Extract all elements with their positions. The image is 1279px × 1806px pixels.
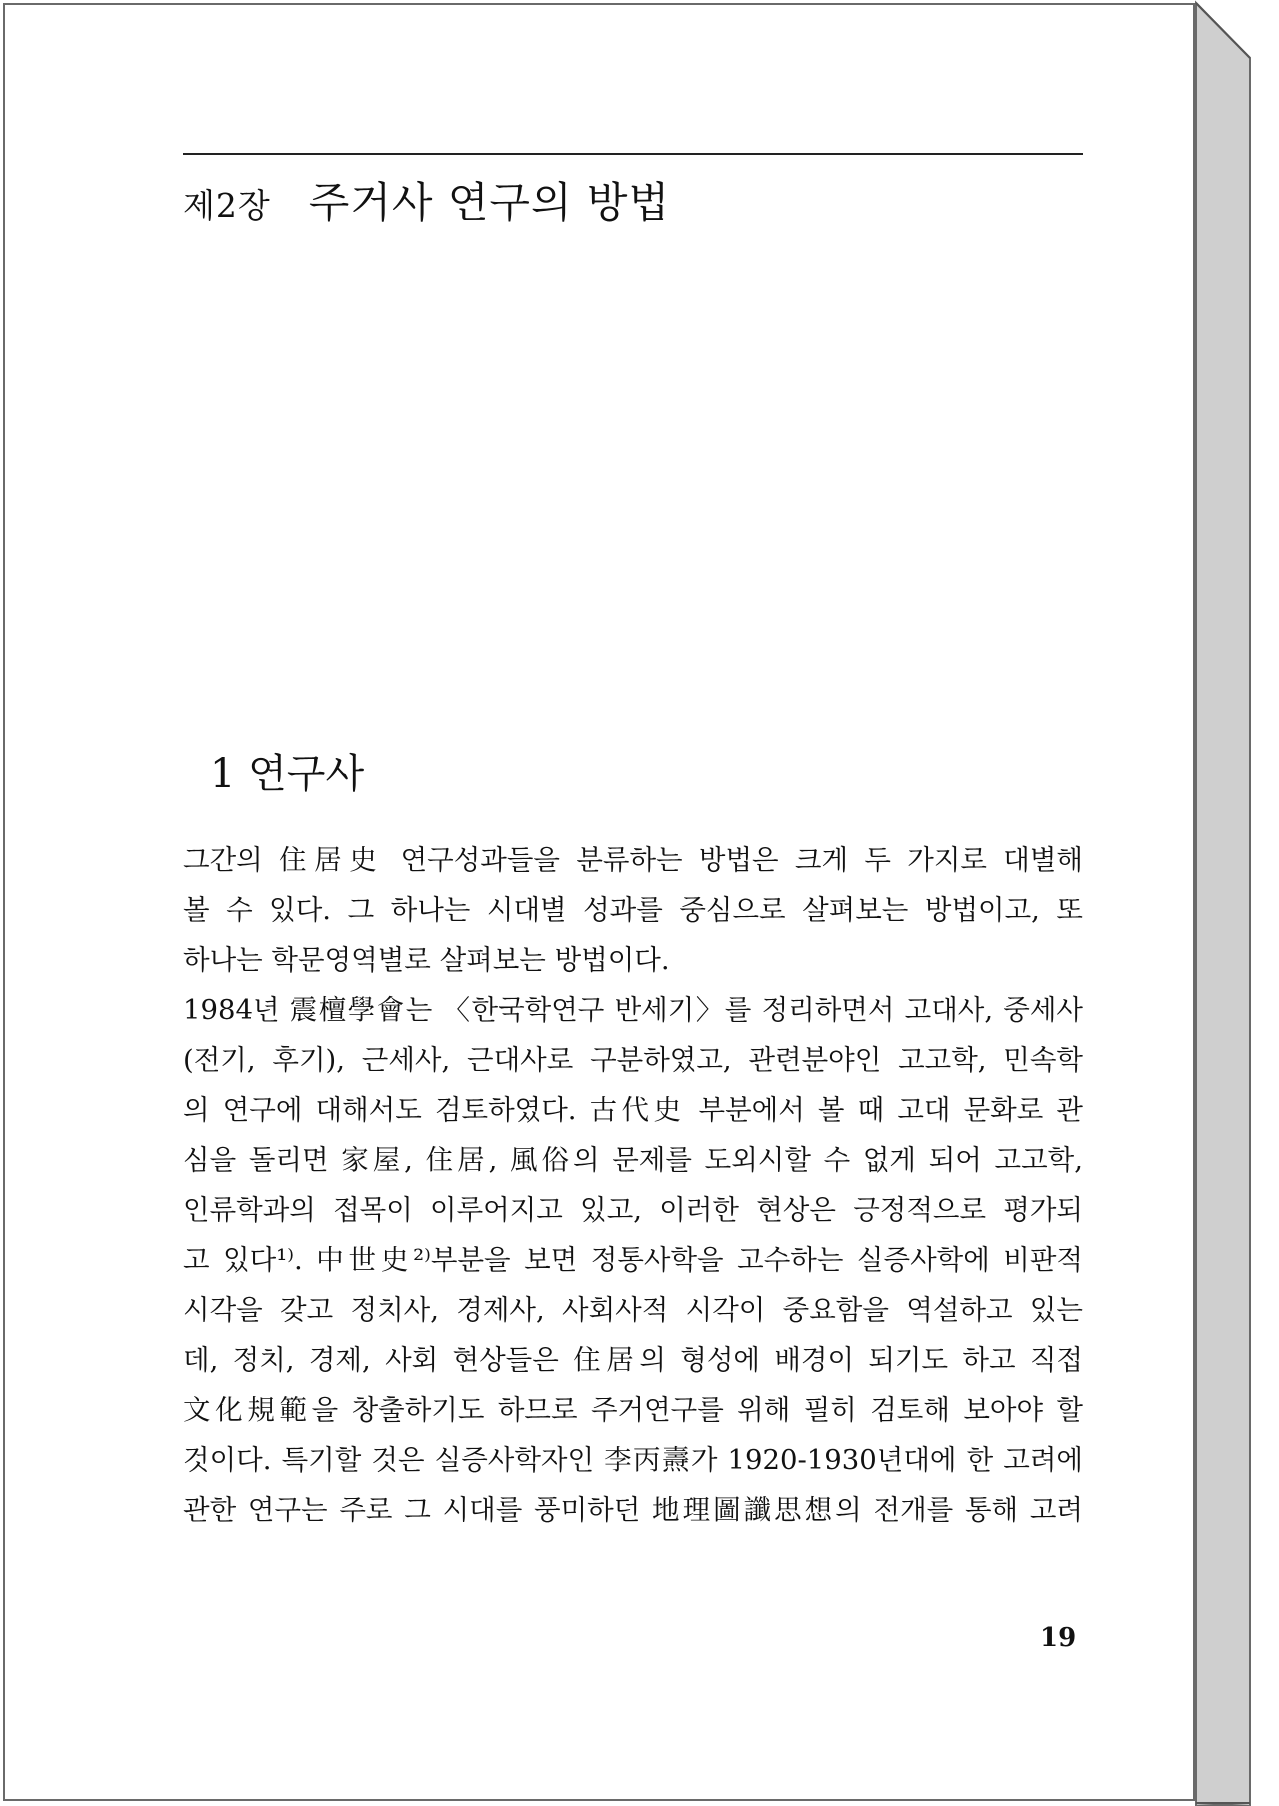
text-line: 하나는 학문영역별로 살펴보는 방법이다. (183, 944, 670, 976)
page-number: 19 (1040, 1623, 1077, 1653)
text-line: 文化規範을 창출하기도 하므로 주거연구를 위해 필히 검토해 보아야 할 (183, 1394, 1083, 1426)
text-line: 시각을 갖고 정치사, 경제사, 사회사적 시각이 중요함을 역설하고 있는 (183, 1294, 1083, 1326)
chapter-heading (183, 170, 670, 230)
text-line: (전기, 후기), 근세사, 근대사로 구분하였고, 관련분야인 고고학, 민속학 (183, 1044, 1083, 1076)
chapter-rule (183, 153, 1083, 155)
chapter-title: 주거사 연구의 방법 (308, 178, 671, 227)
text-line: 의 연구에 대해서도 검토하였다. 古代史 부분에서 볼 때 고대 문화로 관 (183, 1094, 1083, 1126)
text-line: 심을 돌리면 家屋, 住居, 風俗의 문제를 도외시할 수 없게 되어 고고학, (183, 1144, 1083, 1176)
body-text (183, 835, 1083, 1535)
text-line: 고 있다¹⁾. 中世史²⁾부분을 보면 정통사학을 고수하는 실증사학에 비판적 (183, 1244, 1083, 1276)
text-line: 그간의 住居史 연구성과들을 분류하는 방법은 크게 두 가지로 대별해 (183, 844, 1083, 876)
text-line: 데, 정치, 경제, 사회 현상들은 住居의 형성에 배경이 되기도 하고 직접 (183, 1344, 1083, 1376)
chapter-label: 제2장 (183, 186, 271, 225)
section-title: 1 연구사 (210, 751, 365, 797)
text-line: 인류학과의 접목이 이루어지고 있고, 이러한 현상은 긍정적으로 평가되 (183, 1194, 1083, 1226)
text-line: 볼 수 있다. 그 하나는 시대별 성과를 중심으로 살펴보는 방법이고, 또 (183, 894, 1083, 926)
text-line: 관한 연구는 주로 그 시대를 풍미하던 地理圖讖思想의 전개를 통해 고려 (183, 1494, 1083, 1526)
text-line: 1984년 震檀學會는 〈한국학연구 반세기〉를 정리하면서 고대사, 중세사 (183, 994, 1083, 1026)
text-line: 것이다. 특기할 것은 실증사학자인 李丙燾가 1920-1930년대에 한 고려에 (183, 1444, 1083, 1476)
